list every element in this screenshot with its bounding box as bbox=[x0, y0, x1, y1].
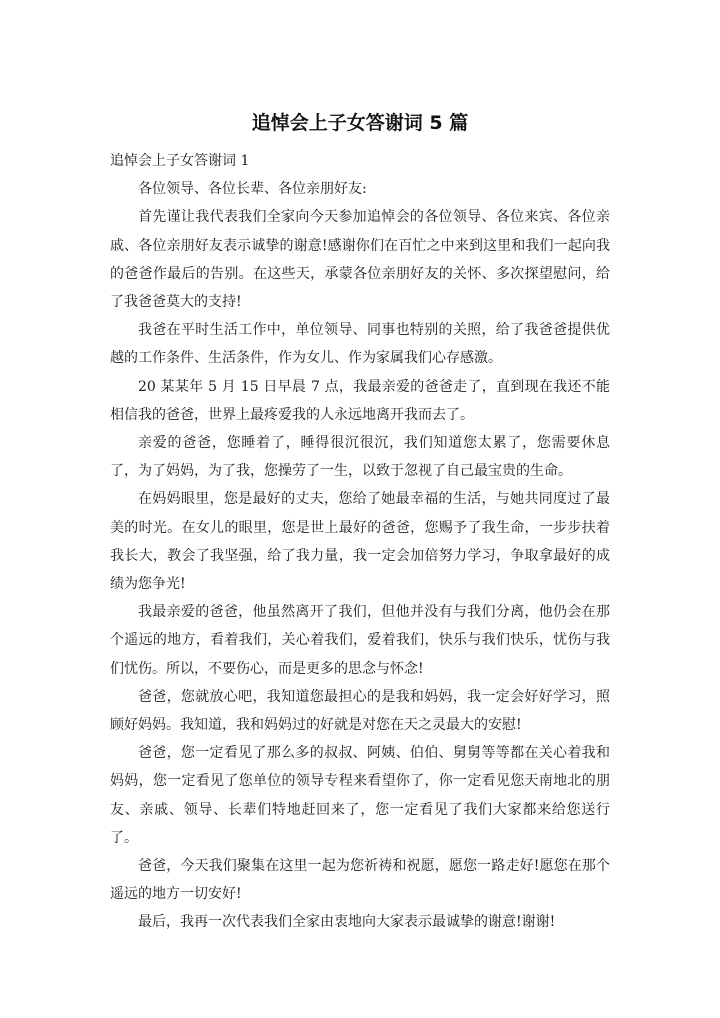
paragraph: 20 某某年 5 月 15 日早晨 7 点，我最亲爱的爸爸走了，直到现在我还不能相信我的爸爸，世界上最疼爱我的人永远地离开我而去了。 bbox=[110, 378, 610, 423]
paragraph: 首先谨让我代表我们全家向今天参加追悼会的各位领导、各位来宾、各位亲戚、各位亲朋好友表示诚挚的谢意!感谢你们在百忙之中来到这里和我们一起向我的爸爸作最后的告别。在这些天，承蒙各位亲朋好友的关怀、多次探望慰问，给了我爸爸莫大的支持! bbox=[110, 209, 610, 311]
paragraph: 亲爱的爸爸，您睡着了，睡得很沉很沉，我们知道您太累了，您需要休息了，为了妈妈，为了我，您操劳了一生，以致于忽视了自己最宝贵的生命。 bbox=[110, 435, 610, 480]
document-title: 追悼会上子女答谢词 5 篇 bbox=[251, 112, 469, 134]
paragraph: 在妈妈眼里，您是最好的丈夫，您给了她最幸福的生活，与她共同度过了最美的时光。在女儿的眼里，您是世上最好的爸爸，您赐予了我生命，一步步扶着我长大，教会了我坚强，给了我力量，我一定会加倍努力学习，争取拿最好的成绩为您争光! bbox=[110, 491, 610, 593]
paragraph: 我爸在平时生活工作中，单位领导、同事也特别的关照，给了我爸爸提供优越的工作条件、生活条件，作为女儿、作为家属我们心存感激。 bbox=[110, 322, 610, 367]
paragraph-closing: 最后，我再一次代表我们全家由衷地向大家表示最诚挚的谢意!谢谢! bbox=[138, 914, 556, 931]
paragraph: 我最亲爱的爸爸，他虽然离开了我们，但他并没有与我们分离，他仍会在那个遥远的地方，看着我们，关心着我们，爱着我们，快乐与我们快乐，忧伤与我们忧伤。所以，不要伤心，而是更多的思念与怀念! bbox=[110, 604, 610, 677]
paragraph-salutation: 各位领导、各位长辈、各位亲朋好友: bbox=[138, 181, 367, 198]
section-title: 追悼会上子女答谢词 1 bbox=[110, 153, 250, 169]
document-body bbox=[110, 147, 610, 937]
paragraph: 爸爸，您一定看见了那么多的叔叔、阿姨、伯伯、舅舅等等都在关心着我和妈妈，您一定看见了您单位的领导专程来看望你了，你一定看见您天南地北的朋友、亲戚、领导、长辈们特地赶回来了，您一定看见了我们大家都来给您送行了。 bbox=[110, 745, 610, 846]
paragraph: 爸爸，今天我们聚集在这里一起为您祈祷和祝愿，愿您一路走好!愿您在那个遥远的地方一切安好! bbox=[110, 858, 610, 903]
paragraph: 爸爸，您就放心吧，我知道您最担心的是我和妈妈，我一定会好好学习，照顾好妈妈。我知道，我和妈妈过的好就是对您在天之灵最大的安慰! bbox=[110, 688, 610, 734]
